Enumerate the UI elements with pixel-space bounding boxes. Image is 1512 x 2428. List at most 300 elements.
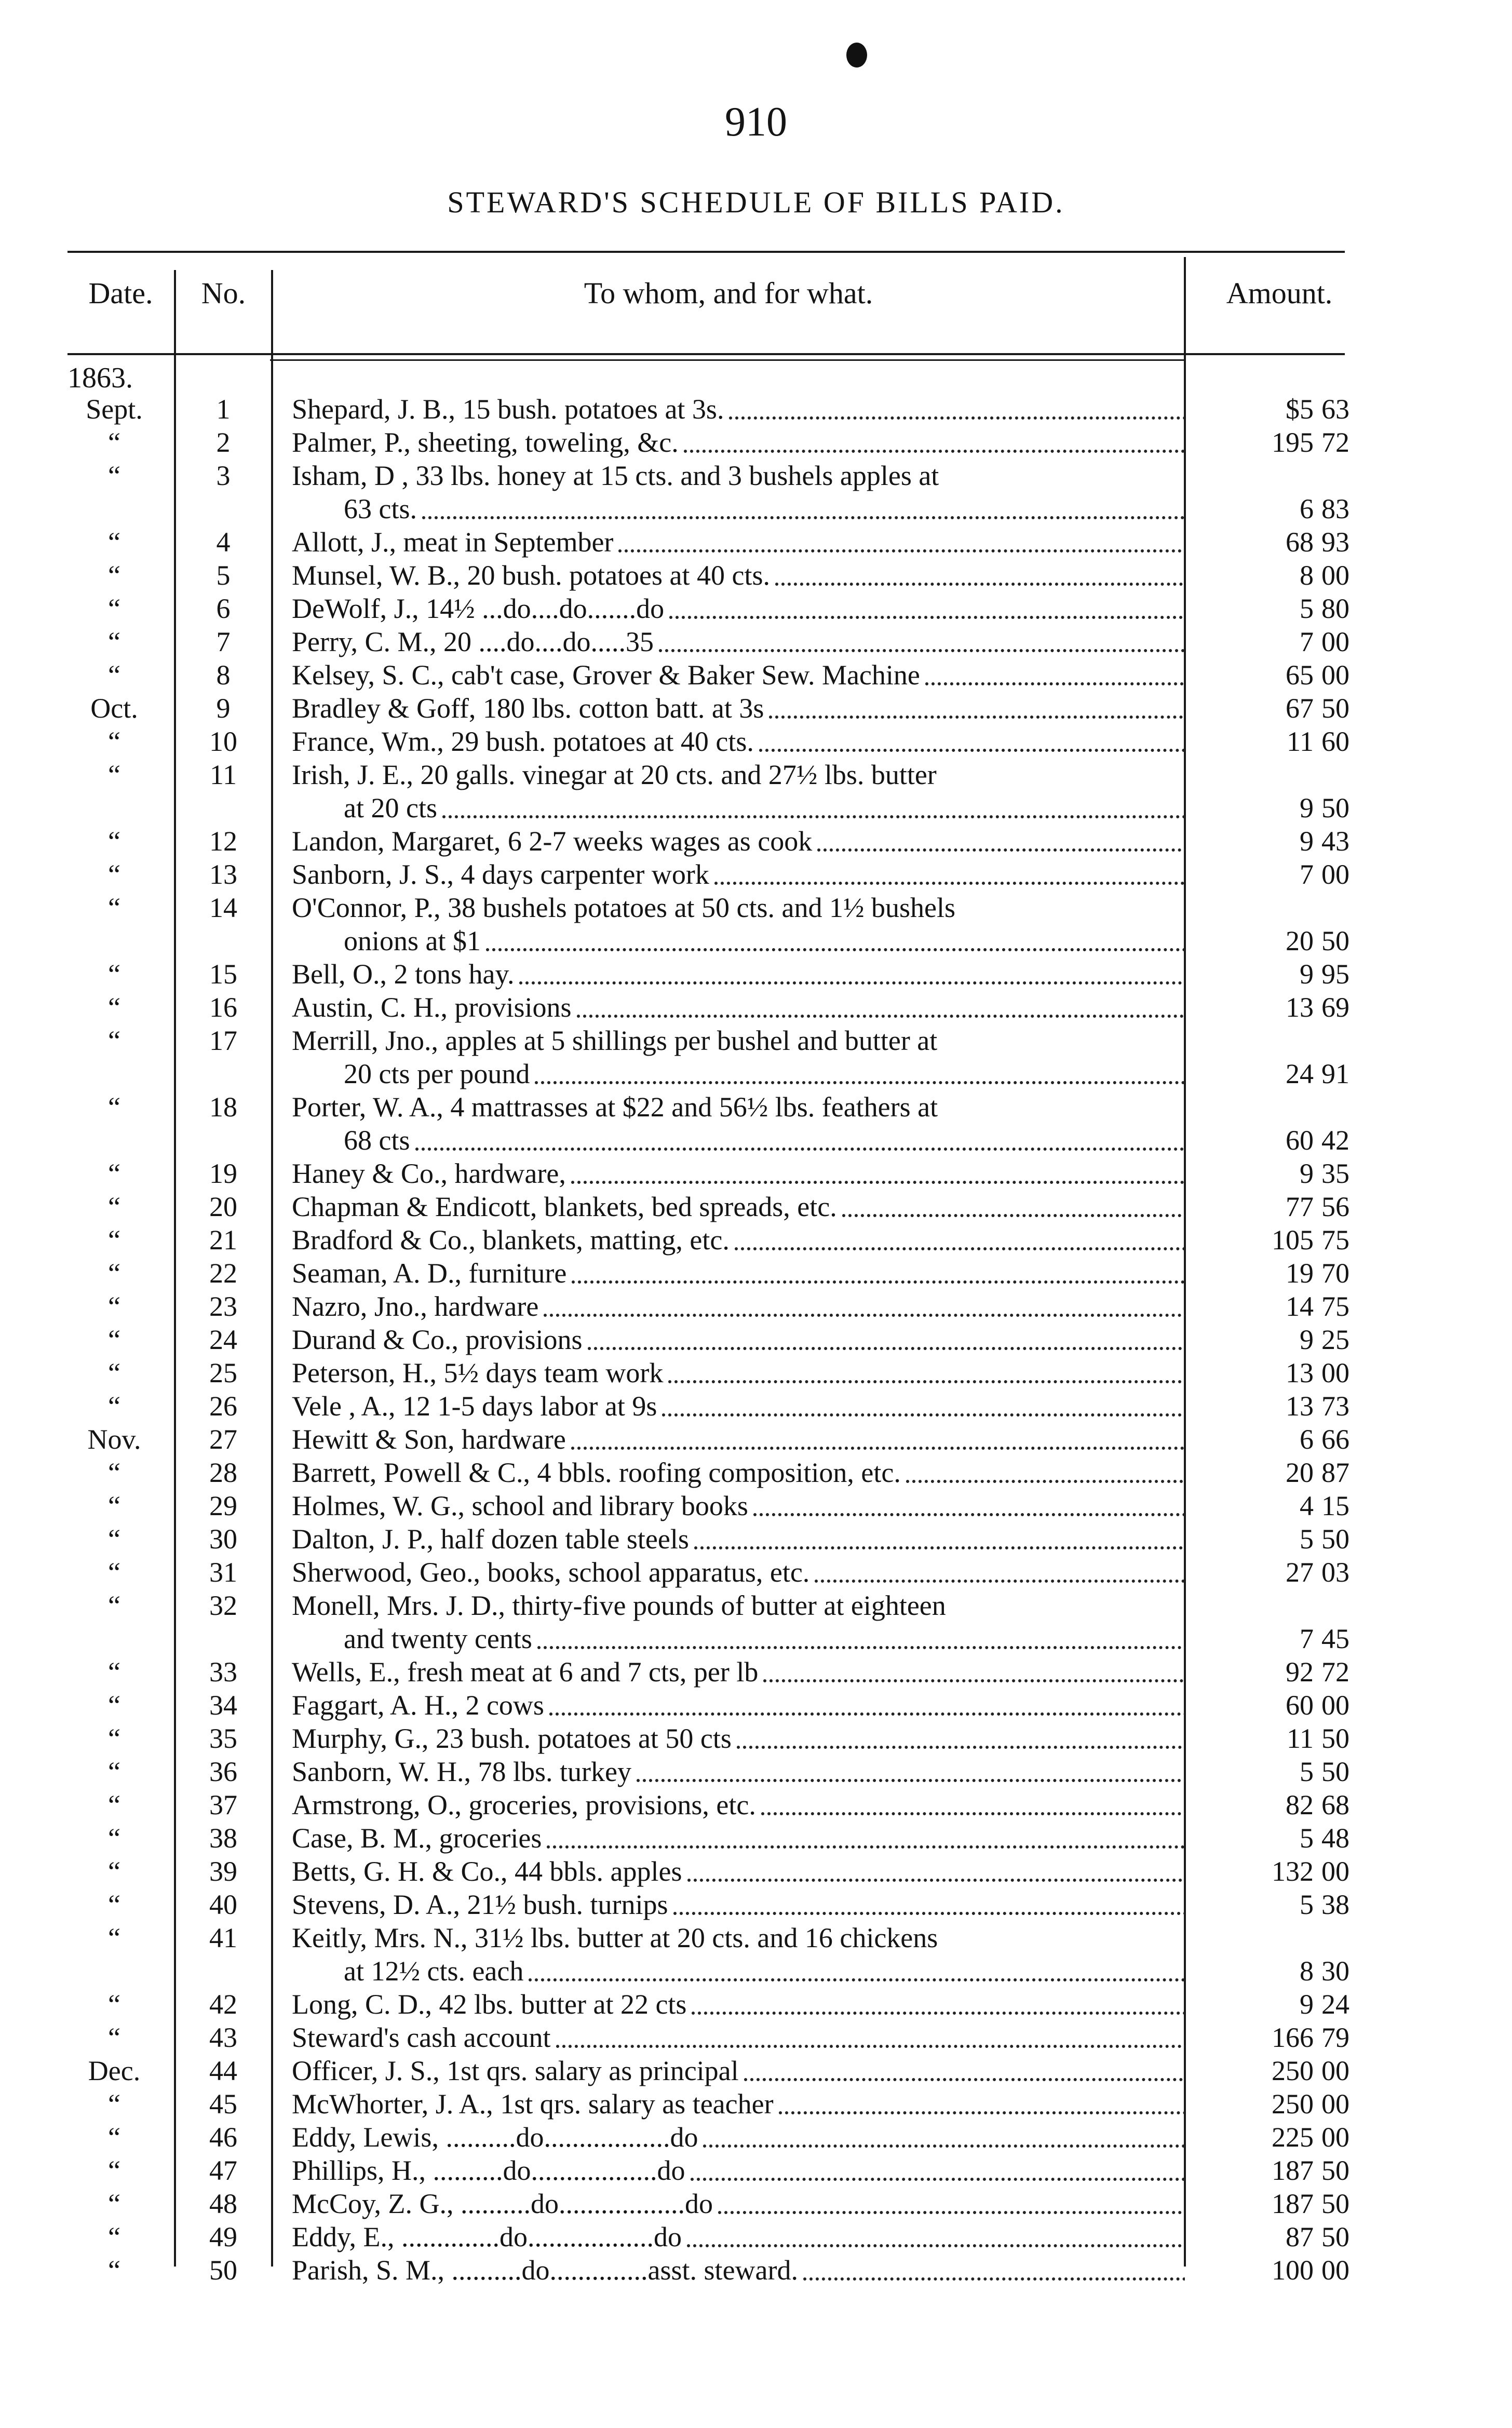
amount-dollars: 87 [1286, 2221, 1314, 2252]
table-row [0, 1556, 1512, 1589]
row-date: “ [108, 1191, 120, 1222]
row-number: 46 [209, 2122, 237, 2153]
table-row [0, 2021, 1512, 2054]
amount-cents: 75 [1321, 1291, 1349, 1322]
table-row [0, 991, 1512, 1024]
table-row [0, 725, 1512, 758]
row-date: “ [108, 1457, 120, 1488]
page-title: STEWARD'S SCHEDULE OF BILLS PAID. [447, 185, 1065, 219]
dot-leader [761, 1809, 1185, 1815]
row-description-text: Monell, Mrs. J. D., thirty-five pounds of butter at eighteen [292, 1590, 946, 1621]
amount-dollars: 67 [1286, 693, 1314, 724]
row-description [292, 1024, 1185, 1057]
table-row [0, 1954, 1512, 1988]
row-description [292, 2154, 1185, 2187]
amount-cents: 50 [1321, 1756, 1349, 1787]
row-description [292, 1755, 1185, 1788]
table-row [0, 525, 1512, 559]
table-row [0, 1257, 1512, 1290]
row-description-text: McCoy, Z. G., ..........do..................do [292, 2188, 713, 2219]
row-description-text: Nazro, Jno., hardware [292, 1291, 539, 1322]
table-row [0, 2154, 1512, 2187]
table-row [0, 1788, 1512, 1822]
amount-dollars: 20 [1286, 925, 1314, 956]
row-description-text: onions at $1 [344, 925, 481, 956]
row-description-text: Wells, E., fresh meat at 6 and 7 cts, per lb [292, 1656, 759, 1688]
dot-leader [519, 978, 1185, 984]
dot-leader [535, 1078, 1185, 1084]
row-date: “ [108, 560, 120, 591]
row-description [292, 1722, 1185, 1755]
row-description-text: Barrett, Powell & C., 4 bbls. roofing composition, etc. [292, 1457, 901, 1488]
row-number: 11 [210, 759, 237, 790]
row-description [292, 1257, 1185, 1290]
amount-cents: 24 [1321, 1989, 1349, 2020]
row-date: “ [108, 427, 120, 458]
amount-cents: 50 [1321, 792, 1349, 824]
row-description-text: Durand & Co., provisions [292, 1324, 583, 1355]
amount-cents: 56 [1321, 1191, 1349, 1222]
amount-dollars: 100 [1272, 2255, 1314, 2286]
table-row [0, 658, 1512, 692]
row-number: 45 [209, 2088, 237, 2120]
row-description-text: at 12½ cts. each [344, 1955, 524, 1987]
amount-cents: 25 [1321, 1324, 1349, 1355]
row-date: “ [108, 726, 120, 757]
amount-dollars: 6 [1300, 1424, 1314, 1455]
amount-dollars: 92 [1286, 1656, 1314, 1688]
table-row [0, 1722, 1512, 1755]
amount-cents: 38 [1321, 1889, 1349, 1920]
row-description-text: Eddy, E., ..............do..................do [292, 2221, 682, 2252]
amount-cents: 03 [1321, 1557, 1349, 1588]
row-date: “ [108, 1656, 120, 1688]
row-description-text: Merrill, Jno., apples at 5 shillings per bushel and butter at [292, 1025, 938, 1056]
amount-cents: 00 [1321, 1690, 1349, 1721]
column-header-date: Date. [88, 276, 153, 310]
row-date: “ [108, 1158, 120, 1189]
amount-cents: 00 [1321, 2122, 1349, 2153]
dot-leader [544, 1311, 1185, 1317]
row-description [292, 2121, 1185, 2154]
dot-leader [925, 679, 1185, 685]
row-description [292, 1988, 1185, 2021]
amount-dollars: 8 [1300, 1955, 1314, 1987]
row-description [292, 725, 1185, 758]
amount-cents: 00 [1321, 859, 1349, 890]
amount-dollars: 132 [1272, 1856, 1314, 1887]
dot-leader [529, 1975, 1185, 1981]
row-description [292, 1356, 1185, 1390]
amount-cents: 45 [1321, 1623, 1349, 1654]
row-description-text: Sanborn, W. H., 78 lbs. turkey [292, 1756, 631, 1787]
row-description [344, 924, 1185, 957]
amount-dollars: 5 [1300, 1823, 1314, 1854]
dot-leader [415, 1144, 1185, 1151]
amount-dollars: $5 [1286, 394, 1314, 425]
row-number: 43 [209, 2022, 237, 2053]
row-description-text: Stevens, D. A., 21½ bush. turnips [292, 1889, 668, 1920]
row-description [292, 1556, 1185, 1589]
dot-leader [669, 613, 1185, 619]
table-row [0, 2054, 1512, 2087]
dot-leader [618, 546, 1185, 552]
row-description [292, 2087, 1185, 2121]
amount-dollars: 82 [1286, 1789, 1314, 1820]
row-date: “ [108, 1490, 120, 1521]
dot-leader [662, 1410, 1185, 1417]
row-description-text: Austin, C. H., provisions [292, 992, 572, 1023]
row-description [292, 1157, 1185, 1190]
row-description [292, 1489, 1185, 1522]
row-number: 18 [209, 1091, 237, 1123]
dot-leader [588, 1344, 1185, 1350]
table-row [0, 2254, 1512, 2287]
row-description-text: Faggart, A. H., 2 cows [292, 1690, 544, 1721]
row-description [292, 1323, 1185, 1356]
row-date: “ [108, 992, 120, 1023]
row-description [292, 2021, 1185, 2054]
row-description-text: Steward's cash account [292, 2022, 551, 2053]
row-number: 31 [209, 1557, 237, 1588]
row-number: 24 [209, 1324, 237, 1355]
dot-leader [571, 1178, 1185, 1184]
row-number: 34 [209, 1690, 237, 1721]
row-description-text: Palmer, P., sheeting, toweling, &c. [292, 427, 679, 458]
amount-dollars: 11 [1287, 1723, 1314, 1754]
amount-dollars: 9 [1300, 1989, 1314, 2020]
dot-leader [659, 646, 1185, 652]
row-date: “ [108, 1523, 120, 1555]
amount-dollars: 6 [1300, 493, 1314, 524]
table-row [0, 1855, 1512, 1888]
row-number: 10 [209, 726, 237, 757]
amount-dollars: 8 [1300, 560, 1314, 591]
row-number: 32 [209, 1590, 237, 1621]
row-number: 14 [209, 892, 237, 923]
amount-dollars: 60 [1286, 1125, 1314, 1156]
row-number: 35 [209, 1723, 237, 1754]
dot-leader [572, 1277, 1185, 1284]
table-row [0, 1057, 1512, 1090]
row-description-text: Keitly, Mrs. N., 31½ lbs. butter at 20 cts. and 16 chickens [292, 1922, 938, 1953]
amount-dollars: 5 [1300, 1756, 1314, 1787]
dot-leader [753, 1510, 1185, 1516]
dot-leader [694, 1543, 1185, 1549]
row-date: “ [108, 859, 120, 890]
ink-dot-mark [846, 43, 867, 68]
row-description-text: France, Wm., 29 bush. potatoes at 40 cts. [292, 726, 754, 757]
bills-table-body [0, 393, 1512, 2287]
row-description [344, 1954, 1185, 1988]
row-date: Dec. [88, 2055, 141, 2086]
dot-leader [763, 1676, 1185, 1682]
amount-cents: 50 [1321, 925, 1349, 956]
row-description-text: Isham, D , 33 lbs. honey at 15 cts. and 3 bushels apples at [292, 460, 939, 491]
amount-dollars: 11 [1287, 726, 1314, 757]
row-description [292, 1190, 1185, 1223]
amount-dollars: 9 [1300, 1324, 1314, 1355]
amount-cents: 70 [1321, 1258, 1349, 1289]
row-description-text: Kelsey, S. C., cab't case, Grover & Baker Sew. Machine [292, 659, 920, 691]
dot-leader [906, 1477, 1185, 1483]
row-description [292, 1522, 1185, 1556]
row-number: 12 [209, 826, 237, 857]
amount-cents: 72 [1321, 1656, 1349, 1688]
row-number: 28 [209, 1457, 237, 1488]
amount-cents: 50 [1321, 693, 1349, 724]
table-row [0, 1024, 1512, 1057]
row-description-text: Chapman & Endicott, blankets, bed spreads, etc. [292, 1191, 837, 1222]
amount-cents: 91 [1321, 1058, 1349, 1089]
row-description [292, 2254, 1185, 2287]
row-description [344, 791, 1185, 825]
row-number: 26 [209, 1391, 237, 1422]
row-description [292, 459, 1185, 492]
row-description-text: Parish, S. M., ..........do..............asst. steward. [292, 2255, 798, 2286]
row-description-text: Case, B. M., groceries [292, 1823, 542, 1854]
row-date: “ [108, 1989, 120, 2020]
row-description [292, 2054, 1185, 2087]
dot-leader [692, 2008, 1185, 2015]
row-number: 17 [209, 1025, 237, 1056]
amount-dollars: 20 [1286, 1457, 1314, 1488]
row-number: 9 [216, 693, 231, 724]
table-row [0, 924, 1512, 957]
table-row [0, 1356, 1512, 1390]
row-description-text: Vele , A., 12 1-5 days labor at 9s [292, 1391, 657, 1422]
row-description-text: Bell, O., 2 tons hay. [292, 959, 515, 990]
amount-cents: 00 [1321, 1357, 1349, 1388]
dot-leader [759, 746, 1185, 752]
row-number: 2 [216, 427, 231, 458]
row-date: “ [108, 1723, 120, 1754]
row-number: 21 [209, 1224, 237, 1256]
table-row [0, 692, 1512, 725]
row-description-text: Sherwood, Geo., books, school apparatus, etc. [292, 1557, 810, 1588]
row-date: “ [108, 1557, 120, 1588]
row-description [292, 393, 1185, 426]
row-number: 23 [209, 1291, 237, 1322]
table-row [0, 426, 1512, 459]
row-date: “ [108, 759, 120, 790]
amount-cents: 75 [1321, 1224, 1349, 1256]
row-date: “ [108, 1889, 120, 1920]
row-description-text: Shepard, J. B., 15 bush. potatoes at 3s. [292, 394, 724, 425]
dot-leader [737, 1743, 1185, 1749]
amount-dollars: 4 [1300, 1490, 1314, 1521]
table-row [0, 492, 1512, 525]
amount-cents: 42 [1321, 1125, 1349, 1156]
table-row [0, 1190, 1512, 1223]
row-number: 6 [216, 593, 231, 624]
row-date: “ [108, 593, 120, 624]
amount-dollars: 9 [1300, 1158, 1314, 1189]
row-description [292, 1921, 1185, 1954]
row-number: 47 [209, 2155, 237, 2186]
table-row [0, 2087, 1512, 2121]
row-date: “ [108, 1922, 120, 1953]
dot-leader [442, 812, 1185, 818]
amount-cents: 87 [1321, 1457, 1349, 1488]
table-row [0, 1390, 1512, 1423]
row-date: “ [108, 1690, 120, 1721]
row-description-text: Bradley & Goff, 180 lbs. cotton batt. at 3s [292, 693, 764, 724]
table-row [0, 1522, 1512, 1556]
row-description-text: Eddy, Lewis, ..........do..................do [292, 2122, 698, 2153]
table-row [0, 2187, 1512, 2220]
table-row [0, 459, 1512, 492]
row-description-text: 68 cts [344, 1125, 410, 1156]
row-description [292, 758, 1185, 791]
amount-dollars: 250 [1272, 2055, 1314, 2086]
year-label: 1863. [68, 362, 133, 394]
row-number: 37 [209, 1789, 237, 1820]
table-row [0, 1988, 1512, 2021]
amount-dollars: 27 [1286, 1557, 1314, 1588]
row-description-text: Porter, W. A., 4 mattrasses at $22 and 56½ lbs. feathers at [292, 1091, 938, 1123]
amount-cents: 35 [1321, 1158, 1349, 1189]
amount-dollars: 105 [1272, 1224, 1314, 1256]
table-row [0, 2220, 1512, 2254]
row-number: 20 [209, 1191, 237, 1222]
dot-leader [735, 1244, 1185, 1250]
row-number: 27 [209, 1424, 237, 1455]
table-row [0, 891, 1512, 924]
table-row [0, 1157, 1512, 1190]
amount-cents: 72 [1321, 427, 1349, 458]
row-date: “ [108, 892, 120, 923]
amount-cents: 50 [1321, 2221, 1349, 2252]
dot-leader [577, 1011, 1185, 1018]
row-description-text: Dalton, J. P., half dozen table steels [292, 1523, 689, 1555]
row-description-text: Peterson, H., 5½ days team work [292, 1357, 664, 1388]
row-date: Nov. [87, 1424, 141, 1455]
amount-dollars: 77 [1286, 1191, 1314, 1222]
row-description [292, 559, 1185, 592]
header-bottom-rule [68, 353, 1345, 355]
dot-leader [714, 879, 1185, 885]
dot-leader [687, 2241, 1185, 2247]
amount-dollars: 19 [1286, 1258, 1314, 1289]
row-description [344, 1622, 1185, 1655]
row-date: “ [108, 1291, 120, 1322]
column-header-number: No. [201, 276, 246, 310]
column-header-amount: Amount. [1226, 276, 1333, 310]
row-number: 40 [209, 1889, 237, 1920]
dot-leader [815, 1576, 1185, 1583]
row-description [292, 1788, 1185, 1822]
row-number: 25 [209, 1357, 237, 1388]
dot-leader [718, 2208, 1185, 2214]
row-number: 16 [209, 992, 237, 1023]
row-description-text: Landon, Margaret, 6 2-7 weeks wages as cook [292, 826, 813, 857]
amount-dollars: 187 [1272, 2155, 1314, 2186]
row-description-text: Sanborn, J. S., 4 days carpenter work [292, 859, 709, 890]
amount-cents: 30 [1321, 1955, 1349, 1987]
row-description-text: Murphy, G., 23 bush. potatoes at 50 cts [292, 1723, 732, 1754]
row-date: “ [108, 1391, 120, 1422]
row-description-text: Irish, J. E., 20 galls. vinegar at 20 cts. and 27½ lbs. butter [292, 759, 937, 790]
row-description [292, 2220, 1185, 2254]
row-number: 1 [216, 394, 231, 425]
dot-leader [817, 845, 1185, 852]
amount-dollars: 65 [1286, 659, 1314, 691]
row-number: 36 [209, 1756, 237, 1787]
table-row [0, 559, 1512, 592]
amount-cents: 63 [1321, 394, 1349, 425]
row-description [292, 1855, 1185, 1888]
table-row [0, 1456, 1512, 1489]
row-number: 7 [216, 626, 231, 657]
amount-dollars: 5 [1300, 1523, 1314, 1555]
row-number: 4 [216, 527, 231, 558]
amount-cents: 00 [1321, 560, 1349, 591]
row-description [292, 1423, 1185, 1456]
row-date: Oct. [90, 693, 138, 724]
dot-leader [668, 1377, 1185, 1383]
row-description [292, 858, 1185, 891]
row-number: 39 [209, 1856, 237, 1887]
row-description-text: DeWolf, J., 14½ ...do....do.......do [292, 593, 665, 624]
dot-leader [842, 1211, 1185, 1217]
row-number: 22 [209, 1258, 237, 1289]
row-description [292, 592, 1185, 625]
dot-leader [744, 2075, 1185, 2081]
row-number: 38 [209, 1823, 237, 1854]
row-description [344, 492, 1185, 525]
amount-cents: 00 [1321, 2255, 1349, 2286]
row-description [292, 891, 1185, 924]
row-number: 42 [209, 1989, 237, 2020]
table-top-rule [68, 251, 1345, 253]
row-description [292, 825, 1185, 858]
row-description [292, 658, 1185, 692]
amount-cents: 00 [1321, 626, 1349, 657]
row-date: “ [108, 1324, 120, 1355]
row-date: “ [108, 959, 120, 990]
dot-leader [779, 2108, 1185, 2114]
dot-leader [422, 513, 1185, 519]
row-date: “ [108, 2122, 120, 2153]
row-number: 49 [209, 2221, 237, 2252]
dot-leader [769, 712, 1185, 719]
dot-leader [486, 945, 1185, 951]
amount-dollars: 9 [1300, 792, 1314, 824]
row-number: 30 [209, 1523, 237, 1555]
amount-dollars: 13 [1286, 1391, 1314, 1422]
amount-cents: 80 [1321, 593, 1349, 624]
row-description [292, 625, 1185, 658]
row-description [292, 1223, 1185, 1257]
amount-cents: 50 [1321, 1523, 1349, 1555]
dot-leader [549, 1709, 1185, 1716]
row-description-text: O'Connor, P., 38 bushels potatoes at 50 cts. and 1½ bushels [292, 892, 955, 923]
amount-dollars: 166 [1272, 2022, 1314, 2053]
row-number: 5 [216, 560, 231, 591]
row-description-text: Haney & Co., hardware, [292, 1158, 566, 1189]
amount-dollars: 5 [1300, 1889, 1314, 1920]
row-date: “ [108, 2255, 120, 2286]
row-description [292, 1090, 1185, 1124]
row-description [292, 1456, 1185, 1489]
row-date: “ [108, 626, 120, 657]
row-number: 3 [216, 460, 231, 491]
row-description [292, 1290, 1185, 1323]
row-number: 44 [209, 2055, 237, 2086]
amount-dollars: 13 [1286, 1357, 1314, 1388]
amount-cents: 93 [1321, 527, 1349, 558]
